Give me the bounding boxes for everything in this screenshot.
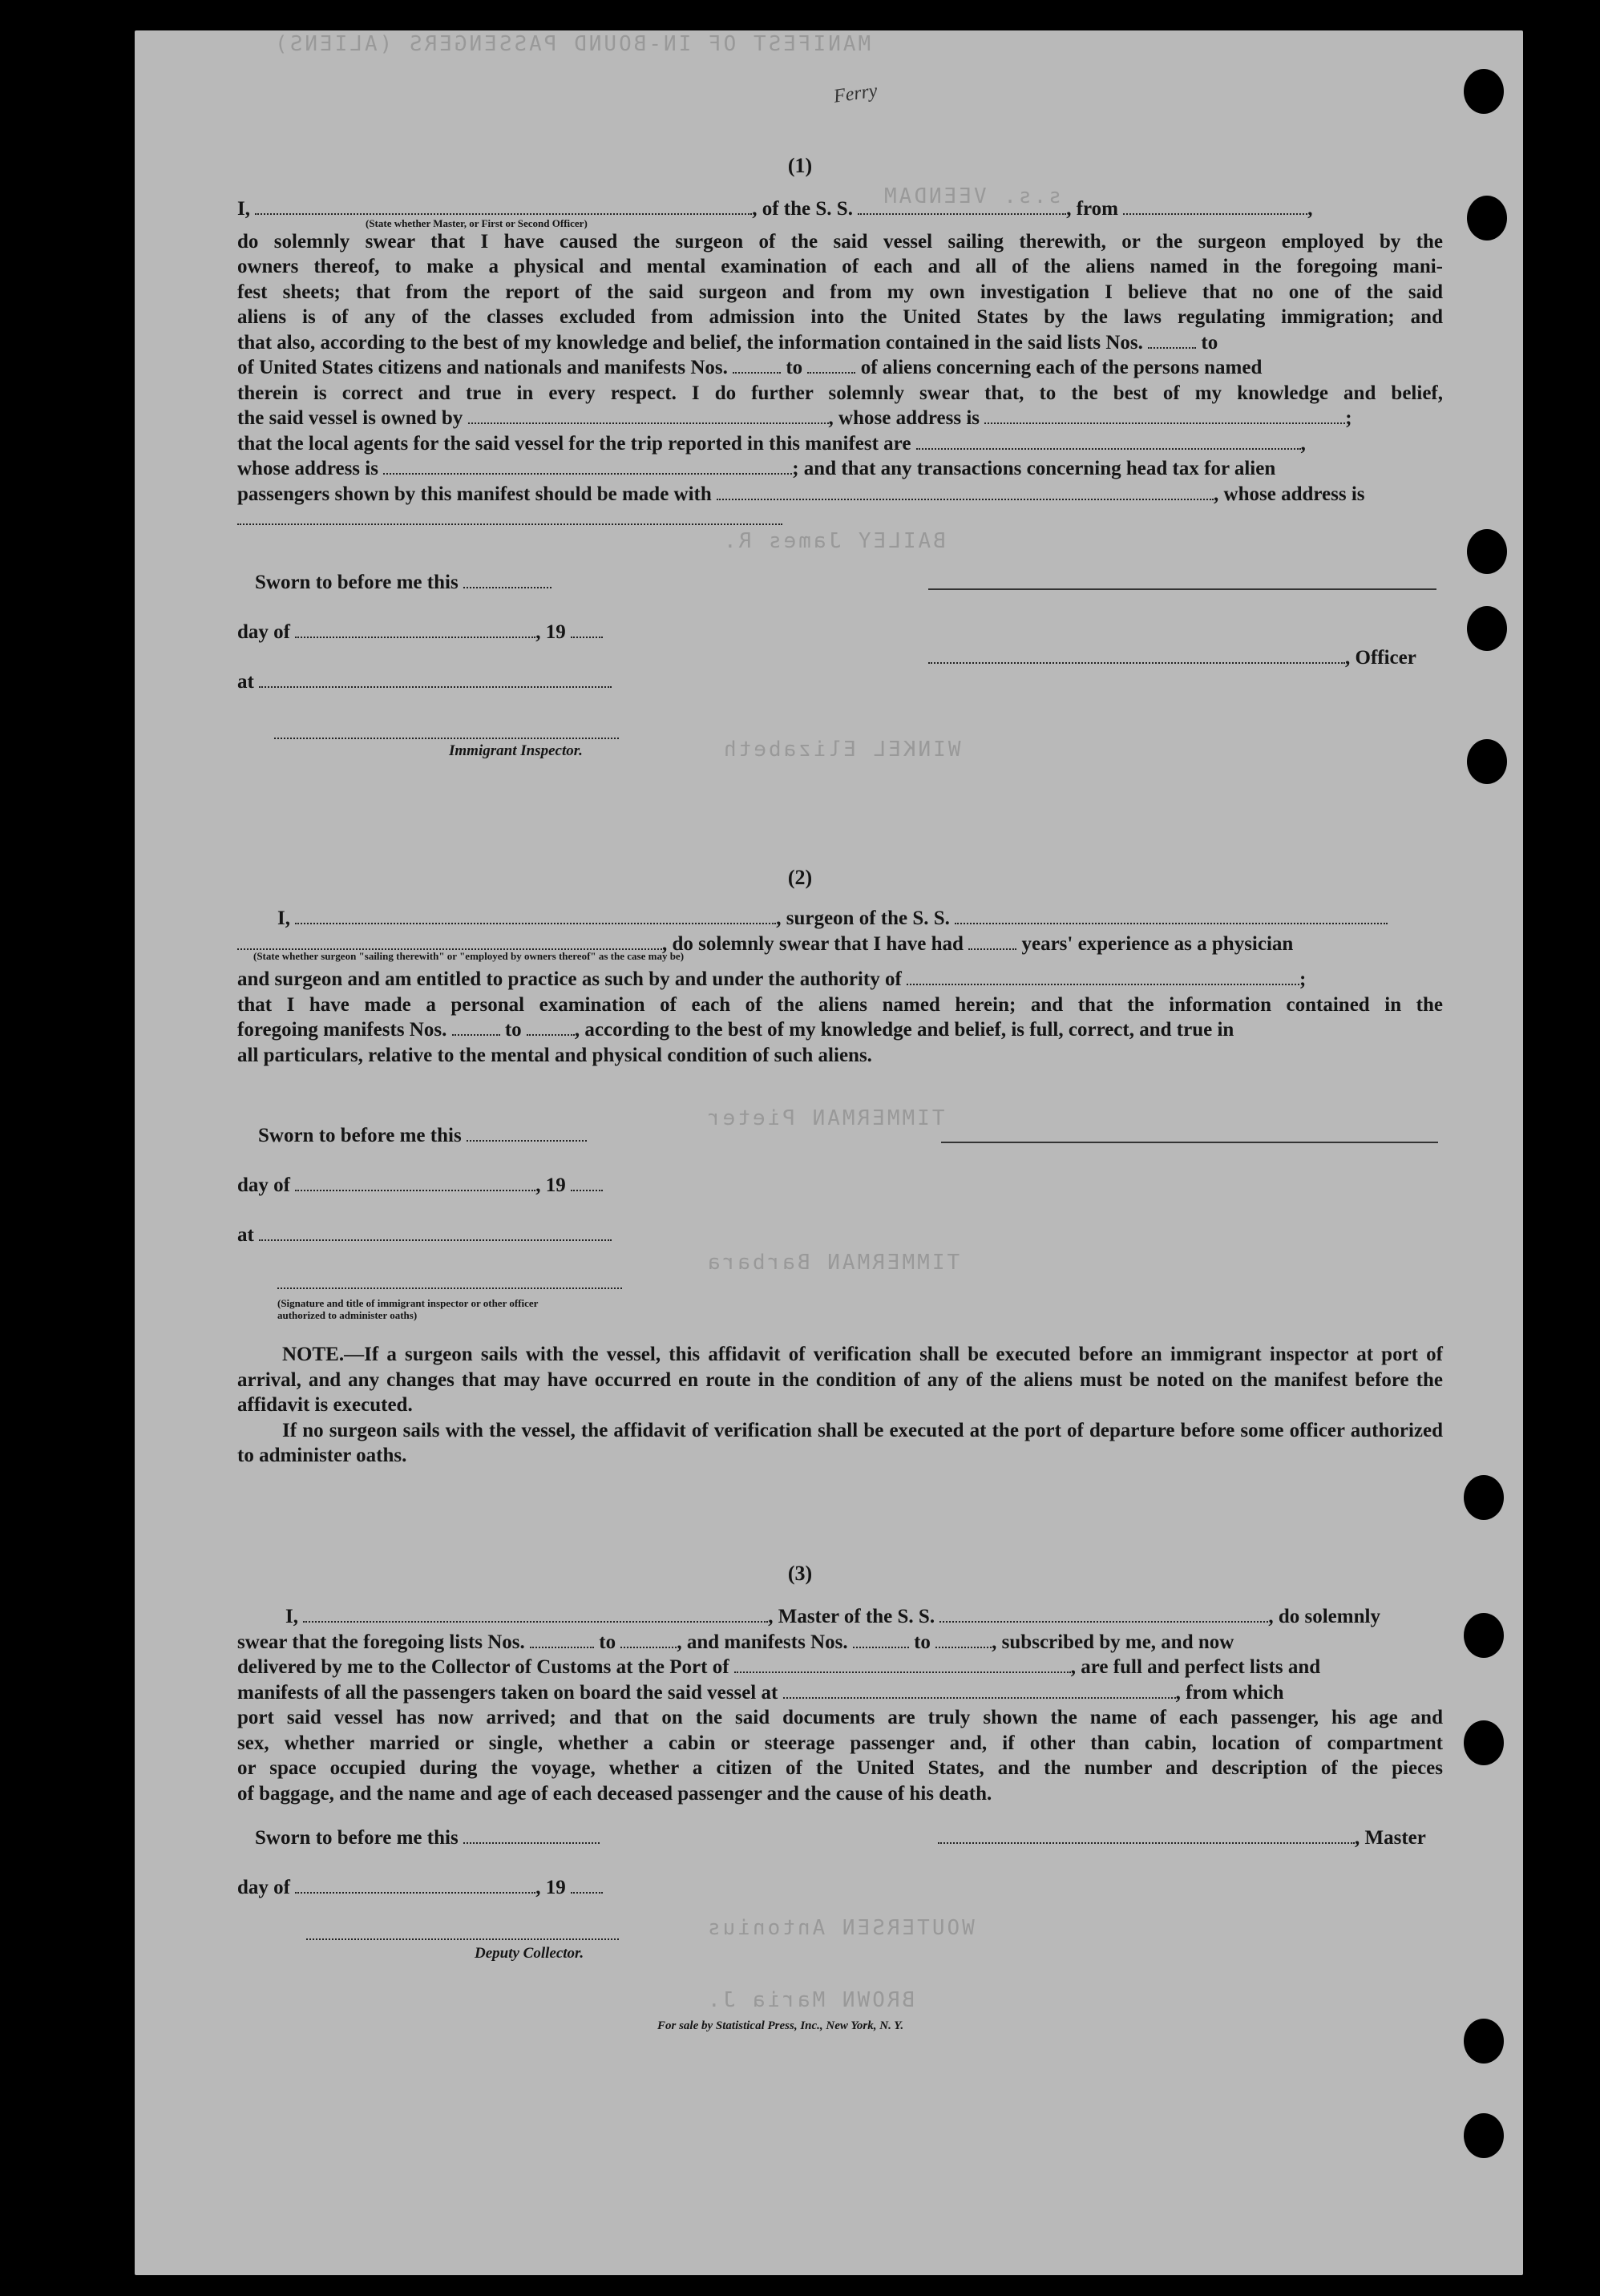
officer-note: (State whether Master, or First or Second Officer) xyxy=(366,216,588,229)
day-of-3: day of , 19 xyxy=(237,1876,603,1899)
sworn-1-field[interactable] xyxy=(463,571,552,588)
master-ship-field[interactable] xyxy=(939,1605,1268,1623)
year-1-field[interactable] xyxy=(571,620,603,638)
bleed-through-text: BROWN Maria J. xyxy=(705,1988,915,2012)
years-field[interactable] xyxy=(968,932,1016,950)
affidavit-surgeon: I, , surgeon of the S. S. , do solemnly swear that I have had years' experience as a physician (State whether surgeon "sailing therewith" or "employed by owners thereof" as the case may be) and surgeon and am entitled to practice as such by and under the authority of ; that I have made a personal examination of each of the aliens named herein; and that the information contained in the foregoing manifests Nos. to , according to the best of my knowledge and belief, is full, correct, and true in all particulars, relative to the mental and physical condition of such aliens. xyxy=(237,907,1443,1066)
sworn-1-signature-line[interactable] xyxy=(928,571,1436,590)
officer-name-field[interactable] xyxy=(255,197,752,215)
punch-hole xyxy=(1464,69,1504,114)
affidavit-master: I, , of the S. S. , from , (State whether Master, or First or Second Officer) do solemnly swear that I have caused the surgeon of the said vessel sailing therewith, or the surgeon employed by the owners thereof, to make a physical and mental examination of each and all of the aliens named in the foregoing mani- fest sheets; that from the report of the said surgeon and from my own investigation I believe that no one of the said aliens is of any of the classes excluded from admission into the United States by the laws regulating immigration; and that also, according to the best of my knowledge and belief, the information contained in the said lists Nos. to of United States citizens and nationals and manifests Nos. to of aliens concerning each of the persons named therein is correct and true in every respect. I do further solemnly swear that, to the best of my knowledge and belief, the said vessel is owned by , whose address is ; that the local agents for the said vessel for the trip reported in this manifest are , whose address is ; and that any transactions concerning head tax for alien passengers shown by this manifest should be made with , whose address is xyxy=(237,196,1443,532)
officer-2-signature xyxy=(277,1271,622,1295)
at-2: at xyxy=(237,1223,612,1247)
punch-hole xyxy=(1467,739,1507,784)
punch-hole xyxy=(1464,2113,1504,2158)
head-tax-address-field[interactable] xyxy=(237,507,782,525)
officer-signature: , Officer xyxy=(928,646,1416,669)
affidavit-master-delivery: I, , Master of the S. S. , do solemnly swear that the foregoing lists Nos. to , and manifests Nos. to , subscribed by me, and now delivered by me to the Collector of Customs at the Port of , are full and perfect lists and manifests of all the passengers taken on board the said vessel at , from which port said vessel has now arrived; and that on the said documents are truly shown the name of each passenger, his age and sex, whether married or single, whether a cabin or steerage passenger and, if other than cabin, location of compartment or space occupied during the voyage, whether a citizen of the United States, and the number and description of the pieces of baggage, and the name and age of each deceased passenger and the cause of his death. xyxy=(237,1606,1443,1805)
list-from-field[interactable] xyxy=(1148,331,1196,349)
punch-hole xyxy=(1464,1613,1504,1658)
head-tax-field[interactable] xyxy=(717,483,1214,500)
day-3-field[interactable] xyxy=(295,1876,535,1894)
at-1-field[interactable] xyxy=(259,670,612,688)
officer-signature-line[interactable] xyxy=(928,646,1345,664)
inspector-caption: Immigrant Inspector. xyxy=(449,742,583,759)
ship-name-field[interactable] xyxy=(858,197,1066,215)
lists-to[interactable] xyxy=(620,1631,677,1648)
boarded-at-field[interactable] xyxy=(783,1681,1176,1699)
surgeon-status-field[interactable] xyxy=(237,932,662,950)
port-of-field[interactable] xyxy=(734,1655,1071,1673)
at-1: at xyxy=(237,670,612,693)
surgeon-signature xyxy=(941,1124,1438,1149)
inspector-signature xyxy=(274,722,619,745)
owner-address-field[interactable] xyxy=(984,406,1345,424)
surgeon-signature-line[interactable] xyxy=(941,1124,1438,1143)
punch-hole xyxy=(1464,1720,1504,1765)
surgeon-name-field[interactable] xyxy=(295,907,776,924)
sworn-3: Sworn to before me this xyxy=(255,1826,600,1849)
year-3-field[interactable] xyxy=(571,1876,603,1894)
punch-hole xyxy=(1467,606,1507,651)
master-line-1: I, , of the S. S. , from , xyxy=(237,198,1313,220)
manifests-to[interactable] xyxy=(935,1631,992,1648)
lists-from[interactable] xyxy=(530,1631,594,1648)
authority-field[interactable] xyxy=(907,968,1299,985)
bleed-through-text: BAILEY James R. xyxy=(721,529,946,553)
sworn-2: Sworn to before me this xyxy=(258,1124,587,1147)
manifest-to-field[interactable] xyxy=(807,356,855,374)
at-2-field[interactable] xyxy=(259,1223,612,1241)
agents-field[interactable] xyxy=(916,432,1301,450)
collector-caption: Deputy Collector. xyxy=(475,1945,584,1962)
collector-signature xyxy=(306,1922,619,1946)
day-1-field[interactable] xyxy=(295,620,535,638)
sworn-1: Sworn to before me this xyxy=(255,571,552,594)
manifest-from-field[interactable] xyxy=(733,356,781,374)
bleed-through-text: MANIFEST OF IN-BOUND PASSENGERS (ALIENS) xyxy=(273,32,871,56)
master-signature-line[interactable] xyxy=(938,1826,1355,1844)
bleed-through-text: WOUTERSEN Antonius xyxy=(705,1916,975,1940)
sworn-1-line xyxy=(928,571,1436,596)
section-number: (3) xyxy=(787,1562,813,1585)
punch-hole xyxy=(1467,529,1507,574)
verification-note: NOTE.—If a surgeon sails with the vessel, this affidavit of verification shall be executed before an immigrant inspector at port of arrival, and any changes that may have occurred en route in the condition of any of the aliens must be noted on the manifest before the affidavit is executed. If no surgeon sails with the vessel, the affidavit of verification shall be executed at the port of departure before some officer authorized to administer oaths. xyxy=(237,1344,1443,1466)
surgeon-manifest-to[interactable] xyxy=(527,1018,575,1036)
officer-2-note: (Signature and title of immigrant inspector or other officer authorized to administer oaths) xyxy=(277,1297,539,1321)
day-of-1: day of , 19 xyxy=(237,620,603,644)
port-from-field[interactable] xyxy=(1123,197,1307,215)
manifests-from[interactable] xyxy=(853,1631,909,1648)
officer-2-signature-line[interactable] xyxy=(277,1271,622,1289)
section-number: (1) xyxy=(787,154,813,177)
collector-signature-line[interactable] xyxy=(306,1922,619,1940)
surgeon-manifest-from[interactable] xyxy=(452,1018,500,1036)
bleed-through-text: s.s. VEENDAM xyxy=(882,184,1061,208)
surgeon-ship-field[interactable] xyxy=(955,907,1388,924)
day-of-2: day of , 19 xyxy=(237,1174,603,1197)
punch-hole xyxy=(1464,1475,1504,1520)
day-2-field[interactable] xyxy=(295,1174,535,1191)
printer-footer: For sale by Statistical Press, Inc., New York, N. Y. xyxy=(657,2019,904,2032)
agents-address-field[interactable] xyxy=(383,457,792,475)
sworn-3-field[interactable] xyxy=(463,1826,600,1844)
inspector-signature-line[interactable] xyxy=(274,722,619,739)
bleed-through-text: TIMMERMAN Pieter xyxy=(705,1106,945,1130)
bleed-through-text: WINKEL Elizabeth xyxy=(721,738,961,762)
section-number: (2) xyxy=(787,866,813,889)
punch-hole xyxy=(1464,2019,1504,2064)
sworn-2-field[interactable] xyxy=(467,1124,587,1142)
bleed-through-text: TIMMERMAN Barbara xyxy=(705,1251,960,1275)
punch-hole xyxy=(1467,196,1507,241)
master-name-field[interactable] xyxy=(303,1605,768,1623)
year-2-field[interactable] xyxy=(571,1174,603,1191)
master-signature: , Master xyxy=(938,1826,1426,1849)
owner-field[interactable] xyxy=(468,406,829,424)
surgeon-note: (State whether surgeon "sailing therewith" or "employed by owners thereof" as the case may be) xyxy=(253,950,685,962)
handwritten-mark: Ferry xyxy=(832,80,879,107)
